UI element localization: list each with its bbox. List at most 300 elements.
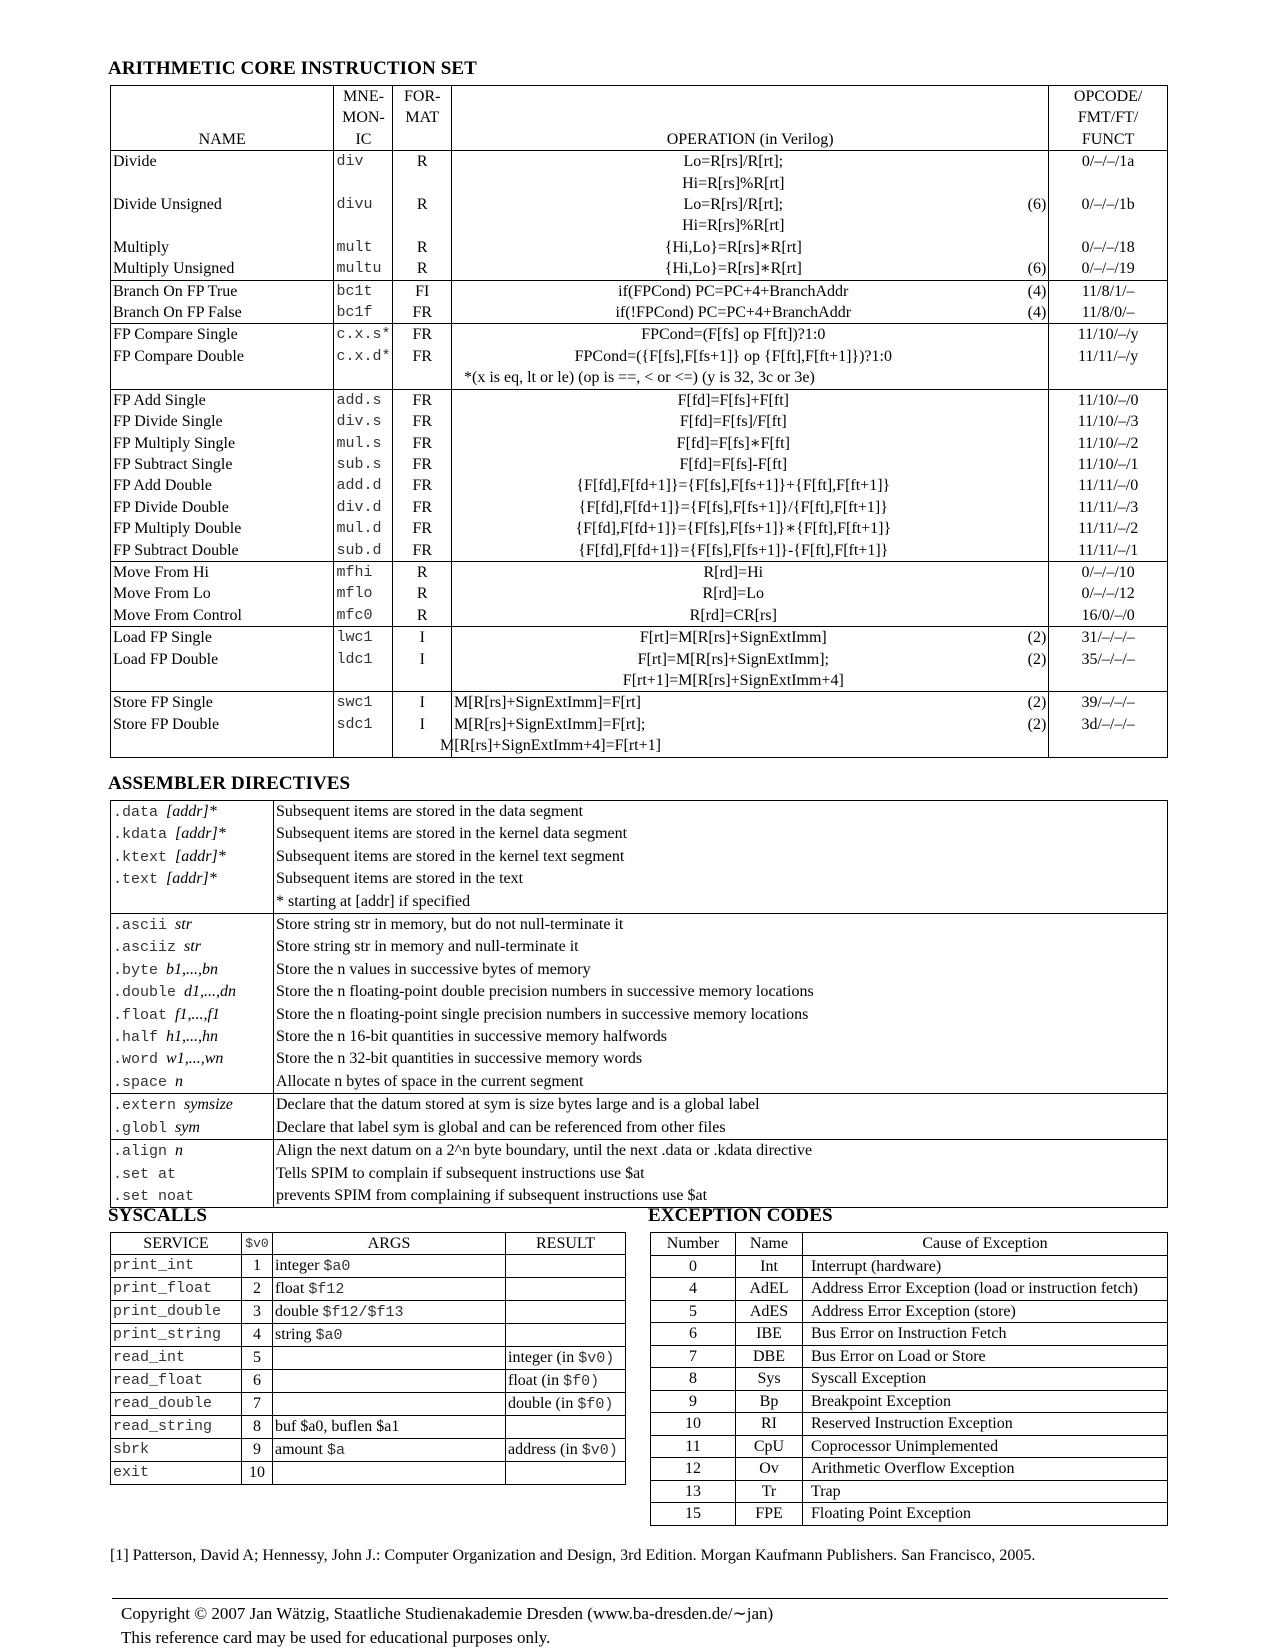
instr-name: Move From Control (111, 605, 334, 627)
directive-description: Align the next datum on a 2^n byte boundary, until the next .data or .kdata directive (274, 1140, 1168, 1163)
directive-name: .half (113, 1029, 159, 1047)
directive-cell (111, 846, 274, 868)
header-opcode-line: FMT/FT/ (1077, 109, 1139, 127)
operation-line: {F[fd],F[fd+1]}={F[fs],F[fs+1]}+{F[ft],F[ft+1]} (576, 477, 891, 495)
copyright-block (121, 1602, 773, 1650)
exception-row (651, 1435, 1168, 1458)
operation-line: F[fd]=F[fs]-F[ft] (679, 455, 788, 473)
empty-cell (111, 367, 334, 389)
exception-name: Bp (736, 1390, 803, 1413)
instr-footnote-ref (1015, 561, 1049, 583)
directive-description: Subsequent items are stored in the kernel text segment (276, 847, 625, 865)
instr-name: FP Divide Double (111, 497, 334, 518)
syscall-args-register: $a0 (315, 1327, 343, 1344)
instr-opcode: 11/10/–/y (1049, 324, 1168, 346)
directive-arg: f1,...,f1 (175, 1005, 220, 1023)
syscall-result (506, 1347, 626, 1370)
directive-name: .word (113, 1051, 159, 1069)
instr-format: FR (393, 497, 452, 518)
instr-mnemonic: sub.d (334, 540, 393, 562)
arith-title: ARITHMETIC CORE INSTRUCTION SET (108, 58, 477, 79)
instr-name: Multiply (111, 237, 334, 258)
syscall-args (273, 1301, 506, 1324)
directive-description: Store string str in memory and null-terminate it (276, 938, 579, 956)
directive-row (111, 981, 1168, 1003)
exception-cause: Reserved Instruction Exception (803, 1413, 1168, 1436)
header-mnemonic-line: MON- (342, 109, 385, 127)
instr-format: I (393, 649, 452, 692)
syscall-result-register: $f0) (577, 1396, 614, 1413)
syscall-result (506, 1393, 626, 1416)
exception-cause: Address Error Exception (store) (803, 1300, 1168, 1323)
syscall-args-text: amount (275, 1441, 323, 1458)
exception-number: 5 (651, 1300, 736, 1323)
directive-cell (111, 1163, 274, 1185)
syscall-args-text: double (275, 1303, 319, 1320)
operation-line: F[rt]=M[R[rs]+SignExtImm]; (637, 650, 829, 668)
instr-name: FP Subtract Double (111, 540, 334, 562)
operation-line: F[fd]=F[fs]/F[ft] (679, 413, 787, 431)
directive-name: .byte (113, 961, 159, 979)
directive-row (111, 1094, 1168, 1117)
directive-arg: h1,...,hn (166, 1028, 219, 1046)
usage-line: This reference card may be used for educational purposes only. (121, 1628, 551, 1647)
header-cause: Cause of Exception (803, 1233, 1168, 1256)
operation-line: {F[fd],F[fd+1]}={F[fs],F[fs+1]}-{F[ft],F[ft+1]} (578, 541, 889, 559)
instr-operation (451, 475, 1014, 496)
copyright-line: Copyright © 2007 Jan Wätzig, Staatliche Studienakademie Dresden (www.ba-dresden.de/∼jan) (121, 1604, 774, 1623)
syscall-number: 2 (242, 1278, 273, 1301)
directive-arg: n (175, 1072, 184, 1090)
exception-row (651, 1300, 1168, 1323)
directive-description: Store the n 16-bit quantities in successive memory halfwords (276, 1028, 668, 1046)
instruction-row (111, 433, 1168, 454)
exception-cause: Coprocessor Unimplemented (803, 1435, 1168, 1458)
instr-mnemonic: bc1f (334, 302, 393, 324)
syscall-args (273, 1347, 506, 1370)
syscall-row (111, 1324, 626, 1347)
instr-footnote-ref (1015, 389, 1049, 411)
directive-row (111, 1140, 1168, 1163)
header-exc-name: Name (736, 1233, 803, 1256)
exception-number: 6 (651, 1323, 736, 1346)
directive-description: Store the n floating-point double precision numbers in successive memory locations (276, 983, 814, 1001)
instr-format: FR (393, 518, 452, 539)
instr-format: R (393, 237, 452, 258)
instr-footnote-ref (1015, 475, 1049, 496)
header-format (393, 86, 452, 151)
syscall-number: 3 (242, 1301, 273, 1324)
instruction-row (111, 583, 1168, 604)
instr-operation (451, 389, 1014, 411)
directive-description: Subsequent items are stored in the kernel data segment (276, 825, 628, 843)
instr-format: R (393, 194, 452, 237)
exception-row (651, 1503, 1168, 1526)
exception-number: 7 (651, 1345, 736, 1368)
instruction-row (111, 346, 1168, 367)
directive-name: .space (113, 1073, 168, 1091)
directive-arg: n (175, 1142, 184, 1160)
directive-row (111, 959, 1168, 981)
instr-operation (451, 583, 1014, 604)
instr-footnote-ref: (4) (1015, 280, 1049, 302)
instr-name: FP Compare Single (111, 324, 334, 346)
directive-arg: [addr]* (166, 803, 217, 820)
directive-cell (111, 1026, 274, 1048)
syscall-number: 6 (242, 1370, 273, 1393)
instr-name: Store FP Double (111, 714, 334, 757)
instr-name: FP Multiply Single (111, 433, 334, 454)
instr-opcode: 3d/–/–/– (1081, 715, 1135, 733)
instr-operation (451, 433, 1014, 454)
directive-description: prevents SPIM from complaining if subsequent instructions use $at (276, 1186, 708, 1204)
directive-arg: b1,...,bn (166, 960, 219, 978)
instruction-row (111, 411, 1168, 432)
directive-description: Subsequent items are stored in the data segment (276, 803, 584, 820)
instr-format: FR (393, 302, 452, 324)
syscall-number: 1 (242, 1255, 273, 1278)
instr-operation (451, 324, 1014, 346)
instr-name: Divide Unsigned (111, 194, 334, 237)
exception-row (651, 1278, 1168, 1301)
assembler-directives-table (110, 800, 1168, 1208)
syscall-row (111, 1255, 626, 1278)
instr-opcode: 11/10/–/3 (1077, 413, 1139, 431)
syscall-args-text: float (275, 1280, 305, 1297)
instr-opcode: 31/–/–/– (1049, 627, 1168, 649)
syscall-result-text: address (in (508, 1441, 578, 1458)
instr-name: Store FP Single (111, 692, 334, 714)
instr-name: FP Subtract Single (111, 454, 334, 475)
directive-description: Tells SPIM to complain if subsequent instructions use $at (276, 1164, 645, 1182)
operation-line: {F[fd],F[fd+1]}={F[fs],F[fs+1]}∗{F[ft],F[ft+1]} (575, 520, 892, 538)
instr-format: R (393, 561, 452, 583)
arithmetic-instruction-table (110, 85, 1168, 758)
exception-number: 11 (651, 1435, 736, 1458)
directive-cell (111, 1140, 274, 1163)
directive-arg: str (175, 916, 192, 934)
directive-name: .extern (113, 1097, 177, 1115)
instr-name: Branch On FP True (111, 280, 334, 302)
instr-mnemonic: c.x.d* (334, 346, 393, 367)
syscall-result (506, 1324, 626, 1347)
instr-opcode: 0/–/–/1b (1081, 196, 1135, 214)
instr-footnote-ref (1015, 411, 1049, 432)
instr-opcode: 0/–/–/19 (1081, 260, 1135, 278)
instr-footnote-ref: (2) (1015, 692, 1049, 714)
instruction-row (111, 605, 1168, 627)
syscall-result (506, 1439, 626, 1462)
syscall-service: print_string (111, 1324, 242, 1347)
instruction-row (111, 714, 1168, 757)
directive-arg: symsize (184, 1096, 233, 1114)
directive-row (111, 1026, 1168, 1048)
instr-format: FR (393, 540, 452, 562)
instr-mnemonic: add.d (334, 475, 393, 496)
instr-format: FI (393, 280, 452, 302)
directive-arg: [addr]* (166, 870, 217, 888)
instr-operation (451, 258, 1014, 280)
syscall-row (111, 1301, 626, 1324)
directive-cell (111, 801, 274, 824)
instr-name: Load FP Double (111, 649, 334, 692)
syscall-row (111, 1278, 626, 1301)
instr-format: FR (393, 475, 452, 496)
instr-format: FR (393, 411, 452, 432)
instr-footnote-ref: (2) (1015, 649, 1049, 692)
instr-opcode: 11/10/–/2 (1077, 434, 1139, 452)
instruction-row (111, 454, 1168, 475)
arith-body (111, 151, 1168, 757)
instr-mnemonic: lwc1 (334, 627, 393, 649)
instr-footnote-ref: (6) (1015, 258, 1049, 280)
exception-codes-table (650, 1232, 1168, 1526)
syscall-result-text: double (in (508, 1395, 574, 1412)
directive-description: Declare that label sym is global and can be referenced from other files (276, 1118, 726, 1136)
header-v0: $v0 (242, 1233, 273, 1255)
instr-opcode: 11/8/1/– (1049, 280, 1168, 302)
operation-line: M[R[rs]+SignExtImm]=F[rt]; (453, 715, 646, 733)
directive-cell (111, 914, 274, 937)
exception-cause: Bus Error on Instruction Fetch (803, 1323, 1168, 1346)
syscall-result-text: integer (in (508, 1349, 575, 1366)
header-mnemonic-line: MNE- (343, 88, 384, 105)
syscall-args (273, 1278, 506, 1301)
exception-number: 12 (651, 1458, 736, 1481)
instr-footnote-ref: (4) (1015, 302, 1049, 324)
instr-operation (451, 194, 1014, 237)
instr-mnemonic: mul.s (334, 433, 393, 454)
directive-cell (111, 1004, 274, 1026)
instr-operation (451, 627, 1014, 649)
directive-row (111, 914, 1168, 937)
syscall-result-text: float (in (508, 1372, 560, 1389)
instr-mnemonic: sub.s (334, 454, 393, 475)
exception-cause: Arithmetic Overflow Exception (803, 1458, 1168, 1481)
exception-number: 0 (651, 1255, 736, 1278)
instr-format: I (393, 627, 452, 649)
exception-number: 15 (651, 1503, 736, 1526)
syscall-result (506, 1416, 626, 1439)
exception-cause: Breakpoint Exception (803, 1390, 1168, 1413)
instr-opcode: 0/–/–/12 (1081, 585, 1135, 603)
instruction-row (111, 649, 1168, 692)
instruction-row (111, 627, 1168, 649)
exception-cause: Floating Point Exception (803, 1503, 1168, 1526)
exception-row (651, 1368, 1168, 1391)
syscall-row (111, 1347, 626, 1370)
exception-name: Sys (736, 1368, 803, 1391)
directive-row (111, 1048, 1168, 1070)
instr-footnote-ref (1015, 540, 1049, 562)
instr-mnemonic: mul.d (334, 518, 393, 539)
exception-name: CpU (736, 1435, 803, 1458)
instr-format: FR (393, 324, 452, 346)
reference-citation: [1] Patterson, David A; Hennessy, John J.: Computer Organization and Design, 3rd Edition. Morgan Kaufmann Publishers. San Francisco, 2005. (110, 1547, 1036, 1564)
instr-mnemonic: sdc1 (334, 714, 393, 757)
instr-footnote-ref: (2) (1015, 627, 1049, 649)
instruction-row (111, 540, 1168, 562)
syscall-service: exit (111, 1462, 242, 1485)
instruction-row (111, 280, 1168, 302)
directive-description: Store the n floating-point single precision numbers in successive memory locations (276, 1005, 809, 1023)
instr-name: Move From Lo (111, 583, 334, 604)
operation-line: {F[fd],F[fd+1]}={F[fs],F[fs+1]}/{F[ft],F[ft+1]} (578, 498, 888, 516)
instr-operation (451, 454, 1014, 475)
syscall-service: read_double (111, 1393, 242, 1416)
syscall-result (506, 1278, 626, 1301)
instruction-row (111, 475, 1168, 496)
instr-format: FR (393, 346, 452, 367)
exception-name: RI (736, 1413, 803, 1436)
instr-operation (451, 649, 1014, 692)
exception-cause: Syscall Exception (803, 1368, 1168, 1391)
instr-operation (451, 411, 1014, 432)
exception-cause: Bus Error on Load or Store (803, 1345, 1168, 1368)
instr-operation (451, 237, 1014, 258)
instr-name: Divide (111, 151, 334, 194)
exception-name: Int (736, 1255, 803, 1278)
operation-line: F[fd]=F[fs]∗F[ft] (676, 434, 790, 452)
instr-footnote-ref (1015, 518, 1049, 539)
instr-format: R (393, 258, 452, 280)
directive-description: * starting at [addr] if specified (276, 892, 471, 910)
syscall-service: print_int (111, 1255, 242, 1278)
instr-operation (451, 561, 1014, 583)
instr-name: FP Divide Single (111, 411, 334, 432)
directive-name: .asciiz (113, 939, 177, 957)
syscall-result-register: $f0) (563, 1373, 600, 1390)
exceptions-header-row (651, 1233, 1168, 1256)
exception-name: Tr (736, 1480, 803, 1503)
directive-name: .double (113, 984, 177, 1002)
directive-cell (111, 1071, 274, 1094)
header-opcode-line: FUNCT (1081, 130, 1135, 148)
exception-name: DBE (736, 1345, 803, 1368)
header-service: SERVICE (111, 1233, 242, 1255)
instr-opcode: 11/11/–/2 (1078, 520, 1139, 538)
exception-row (651, 1458, 1168, 1481)
operation-line: M[R[rs]+SignExtImm]=F[rt] (453, 694, 641, 712)
exceptions-title: EXCEPTION CODES (648, 1205, 833, 1226)
operation-line: F[rt+1]=M[R[rs]+SignExtImm+4] (622, 671, 844, 689)
instr-format: I (393, 714, 452, 757)
exception-row (651, 1390, 1168, 1413)
directive-name: .kdata (113, 826, 168, 844)
syscall-args-register: $a0 (323, 1258, 351, 1275)
instr-mnemonic: divu (334, 194, 393, 237)
instr-opcode: 39/–/–/– (1049, 692, 1168, 714)
operation-line: R[rd]=Hi (703, 563, 764, 581)
instr-opcode: 16/0/–/0 (1081, 606, 1135, 624)
operation-line: Hi=R[rs]%R[rt] (682, 174, 785, 192)
directive-name: .align (113, 1143, 168, 1161)
directive-description: Store the n 32-bit quantities in successive memory words (276, 1050, 643, 1068)
operation-line: {Hi,Lo}=R[rs]∗R[rt] (664, 238, 802, 256)
instr-opcode: 11/11/–/0 (1078, 477, 1139, 495)
instr-name: Branch On FP False (111, 302, 334, 324)
directive-arg: sym (175, 1118, 200, 1136)
operation-line: {Hi,Lo}=R[rs]∗R[rt] (664, 260, 802, 278)
exception-number: 4 (651, 1278, 736, 1301)
directive-name: .ascii (113, 917, 168, 935)
instr-operation (451, 540, 1014, 562)
header-number: Number (651, 1233, 736, 1256)
syscall-result (506, 1301, 626, 1324)
instr-operation (451, 497, 1014, 518)
directive-name: .set noat (113, 1187, 195, 1205)
syscall-result (506, 1370, 626, 1393)
instruction-row (111, 151, 1168, 194)
directive-name: .globl (113, 1119, 168, 1137)
header-operation: OPERATION (in Verilog) (451, 86, 1048, 151)
instr-opcode: 11/10/–/1 (1077, 455, 1139, 473)
instr-mnemonic: mfc0 (334, 605, 393, 627)
instr-opcode: 0/–/–/18 (1081, 238, 1135, 256)
syscall-args-text: string (275, 1326, 312, 1343)
instr-operation (451, 280, 1014, 302)
syscall-result-register: $v0) (578, 1350, 615, 1367)
syscall-result-register: $v0) (581, 1442, 618, 1459)
syscall-service: print_double (111, 1301, 242, 1324)
header-format-line: MAT (405, 109, 440, 127)
instruction-row (111, 324, 1168, 346)
instr-mnemonic: mfhi (334, 561, 393, 583)
syscall-result (506, 1255, 626, 1278)
operation-line: F[fd]=F[fs]+F[ft] (677, 391, 789, 409)
directive-cell (111, 959, 274, 981)
syscall-number: 5 (242, 1347, 273, 1370)
directive-row (111, 868, 1168, 890)
header-mnemonic (334, 86, 393, 151)
syscall-args-register: $a (327, 1442, 346, 1459)
directive-description: Subsequent items are stored in the text (276, 870, 524, 888)
instr-footnote-ref (1015, 583, 1049, 604)
compare-footnote-row (111, 367, 1168, 389)
instr-footnote-ref (1015, 497, 1049, 518)
exceptions-body (651, 1255, 1168, 1525)
empty-cell (393, 367, 452, 389)
syscall-service: read_float (111, 1370, 242, 1393)
directive-row (111, 846, 1168, 868)
instr-mnemonic: ldc1 (334, 649, 393, 692)
syscall-row (111, 1370, 626, 1393)
instr-operation (451, 346, 1014, 367)
syscalls-body (111, 1255, 626, 1485)
directive-arg: [addr]* (175, 825, 226, 843)
instruction-row (111, 518, 1168, 539)
header-args: ARGS (273, 1233, 506, 1255)
directive-description: Store string str in memory, but do not null-terminate it (274, 914, 1168, 937)
exception-row (651, 1413, 1168, 1436)
directive-cell (111, 1117, 274, 1140)
instr-format: FR (393, 454, 452, 475)
syscall-args (273, 1255, 506, 1278)
exception-row (651, 1480, 1168, 1503)
empty-cell (1049, 367, 1168, 389)
instruction-row (111, 258, 1168, 280)
instruction-row (111, 561, 1168, 583)
header-format-line: FOR- (404, 88, 441, 105)
instr-footnote-ref (1015, 433, 1049, 454)
instr-mnemonic: mflo (334, 583, 393, 604)
directive-cell (111, 891, 274, 914)
empty-cell (334, 367, 393, 389)
directive-row (111, 891, 1168, 914)
syscall-row (111, 1462, 626, 1485)
instr-mnemonic: bc1t (334, 280, 393, 302)
syscalls-title: SYSCALLS (108, 1205, 208, 1226)
